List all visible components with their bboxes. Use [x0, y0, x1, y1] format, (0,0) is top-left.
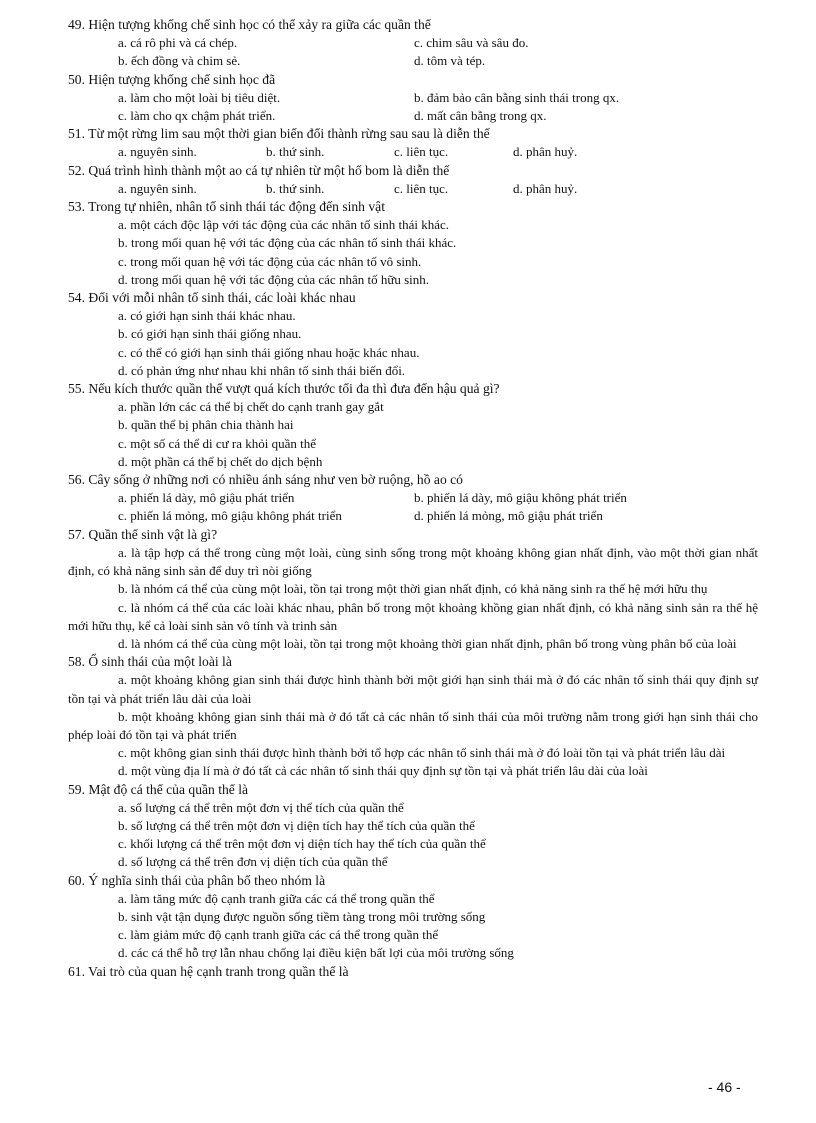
- option-a: a. số lượng cá thể trên một đơn vị thể tích của quần thể: [118, 799, 404, 815]
- question-title: 55. Nếu kích thước quần thể vượt quá kích thước tối đa thì đưa đến hậu quả gì?: [68, 381, 500, 397]
- question-59: [68, 781, 758, 872]
- option-c: c. là nhóm cá thể của các loài khác nhau, phân bố trong một khoảng khồng gian nhất định, có khả năng sinh sản ra thế hệ mới hữu thụ, kể cả loài sinh sản vô tính và trinh sản: [68, 599, 758, 633]
- page-number: - 46 -: [708, 1079, 741, 1095]
- question-title: 61. Vai trò của quan hệ cạnh tranh trong quần thể là: [68, 963, 349, 979]
- option-a: a. cá rô phi và cá chép.: [118, 35, 238, 51]
- option-a: a. nguyên sinh.: [118, 144, 197, 160]
- option-c: c. một không gian sinh thái được hình thành bởi tổ hợp các nhân tố sinh thái mà ở đó loài tồn tại và phát triển lâu dài: [118, 745, 726, 761]
- option-a: a. một cách độc lập với tác động của các nhân tố sinh thái khác.: [118, 217, 450, 233]
- question-53: [68, 198, 758, 289]
- question-title: 56. Cây sống ở những nơi có nhiều ánh sáng như ven bờ ruộng, hồ ao có: [68, 472, 463, 488]
- question-49: [68, 16, 758, 71]
- option-d: d. số lượng cá thể trên đơn vị diện tích của quần thể: [118, 854, 388, 870]
- option-a: a. nguyên sinh.: [118, 180, 197, 196]
- question-title: 59. Mật độ cá thể của quần thể là: [68, 781, 249, 797]
- option-a: a. là tập hợp cá thể trong cùng một loài, cùng sinh sống trong một khoảng không gian nhất định, vào một thời gian nhất định, có khả năng sinh sản để duy trì nòi giống: [68, 544, 758, 579]
- question-title: 53. Trong tự nhiên, nhân tố sinh thái tác động đến sinh vật: [68, 199, 385, 215]
- question-56: [68, 471, 758, 526]
- option-b: b. thứ sinh.: [266, 180, 325, 196]
- option-c: c. làm giảm mức độ cạnh tranh giữa các cá thể trong quần thể: [118, 927, 439, 943]
- option-c: c. làm cho qx chậm phát triển.: [118, 108, 276, 124]
- question-title: 60. Ý nghĩa sinh thái của phân bố theo nhóm là: [68, 872, 326, 888]
- option-d: d. trong mối quan hệ với tác động của các nhân tố hữu sinh.: [118, 271, 430, 287]
- option-b: b. phiến lá dày, mô giậu không phát triển: [414, 490, 627, 506]
- option-a: a. làm cho một loài bị tiêu diệt.: [118, 89, 281, 105]
- question-61: [68, 963, 758, 981]
- question-title: 52. Quá trình hình thành một ao cá tự nhiên từ một hố bom là diễn thế: [68, 162, 450, 178]
- option-d: d. mất cân bằng trong qx.: [414, 108, 547, 124]
- option-d: d. là nhóm cá thể của cùng một loài, tồn tại trong một khoảng thời gian nhất định, phân bố trong vùng phân bố của loài: [118, 635, 737, 651]
- option-a: a. một khoảng không gian sinh thái được hình thành bởi một giới hạn sinh thái mà ở đó các nhân tố sinh thái quy định sự tồn tại và phát triển lâu dài của loài: [68, 672, 758, 706]
- question-title: 49. Hiện tượng khống chế sinh học có thể xảy ra giữa các quần thể: [68, 17, 431, 32]
- question-51: [68, 125, 758, 161]
- option-d: d. phiến lá mỏng, mô giậu phát triển: [414, 508, 603, 524]
- option-c: c. trong mối quan hệ với tác động của các nhân tố vô sinh.: [118, 253, 422, 269]
- question-50: [68, 71, 758, 126]
- option-c: c. chim sâu và sâu đo.: [414, 35, 529, 51]
- option-d: d. một vùng địa lí mà ở đó tất cả các nhân tố sinh thái quy định sự tồn tại và phát triển lâu dài của loài: [118, 763, 648, 779]
- option-b: b. một khoảng không gian sinh thái mà ở đó tất cả các nhân tố sinh thái của môi trường nằm trong giới hạn sinh thái cho phép loài đó tồn tại và phát triển: [68, 708, 758, 742]
- option-d: d. phân huỷ.: [513, 144, 578, 160]
- option-d: d. các cá thể hỗ trợ lẫn nhau chống lại điều kiện bất lợi của môi trường sống: [118, 945, 514, 961]
- question-54: [68, 289, 758, 380]
- question-60: [68, 872, 758, 963]
- question-title: 54. Đối với mỗi nhân tố sinh thái, các loài khác nhau: [68, 290, 356, 306]
- option-d: d. có phản ứng như nhau khi nhân tố sinh thái biến đổi.: [118, 362, 406, 378]
- option-d: d. tôm và tép.: [414, 53, 486, 69]
- question-title: 58. Ổ sinh thái của một loài là: [68, 654, 232, 670]
- option-a: a. có giới hạn sinh thái khác nhau.: [118, 308, 296, 324]
- option-b: b. thứ sinh.: [266, 144, 325, 160]
- question-title: 57. Quần thể sinh vật là gì?: [68, 526, 218, 542]
- option-c: c. phiến lá mỏng, mô giậu không phát triển: [118, 508, 342, 524]
- option-b: b. sinh vật tận dụng được nguồn sống tiềm tàng trong môi trường sống: [118, 908, 486, 924]
- option-c: c. một số cá thể di cư ra khỏi quần thể: [118, 435, 317, 451]
- option-b: b. trong mối quan hệ với tác động của các nhân tố sinh thái khác.: [118, 235, 457, 251]
- option-b: b. có giới hạn sinh thái giống nhau.: [118, 326, 302, 342]
- question-57: [68, 526, 758, 653]
- option-d: d. một phần cá thể bị chết do dịch bệnh: [118, 453, 323, 469]
- option-b: b. quần thể bị phân chia thành hai: [118, 417, 294, 433]
- option-c: c. khối lượng cá thể trên một đơn vị diện tích hay thể tích của quần thể: [118, 836, 486, 852]
- question-58: [68, 653, 758, 780]
- option-a: a. làm tăng mức độ cạnh tranh giữa các cá thể trong quần thể: [118, 890, 435, 906]
- option-d: d. phân huỷ.: [513, 180, 578, 196]
- option-c: c. có thể có giới hạn sinh thái giống nhau hoặc khác nhau.: [118, 344, 420, 360]
- question-52: [68, 162, 758, 198]
- option-b: b. là nhóm cá thể của cùng một loài, tồn tại trong một thời gian nhất định, có khả năng sinh ra thế hệ mới hữu thụ: [118, 581, 708, 597]
- question-55: [68, 380, 758, 471]
- option-b: b. đảm bảo cân bằng sinh thái trong qx.: [414, 89, 620, 105]
- option-c: c. liên tục.: [394, 144, 449, 160]
- option-b: b. ếch đồng và chim sẻ.: [118, 53, 241, 69]
- option-b: b. số lượng cá thể trên một đơn vị diện tích hay thể tích của quần thể: [118, 817, 475, 833]
- option-c: c. liên tục.: [394, 180, 449, 196]
- question-title: 51. Từ một rừng lim sau một thời gian biến đổi thành rừng sau sau là diễn thế: [68, 126, 490, 142]
- question-title: 50. Hiện tượng khống chế sinh học đã: [68, 71, 276, 87]
- option-a: a. phiến lá dày, mô giậu phát triển: [118, 490, 295, 506]
- question-sheet: [68, 16, 758, 981]
- option-a: a. phần lớn các cá thể bị chết do cạnh tranh gay gắt: [118, 399, 384, 415]
